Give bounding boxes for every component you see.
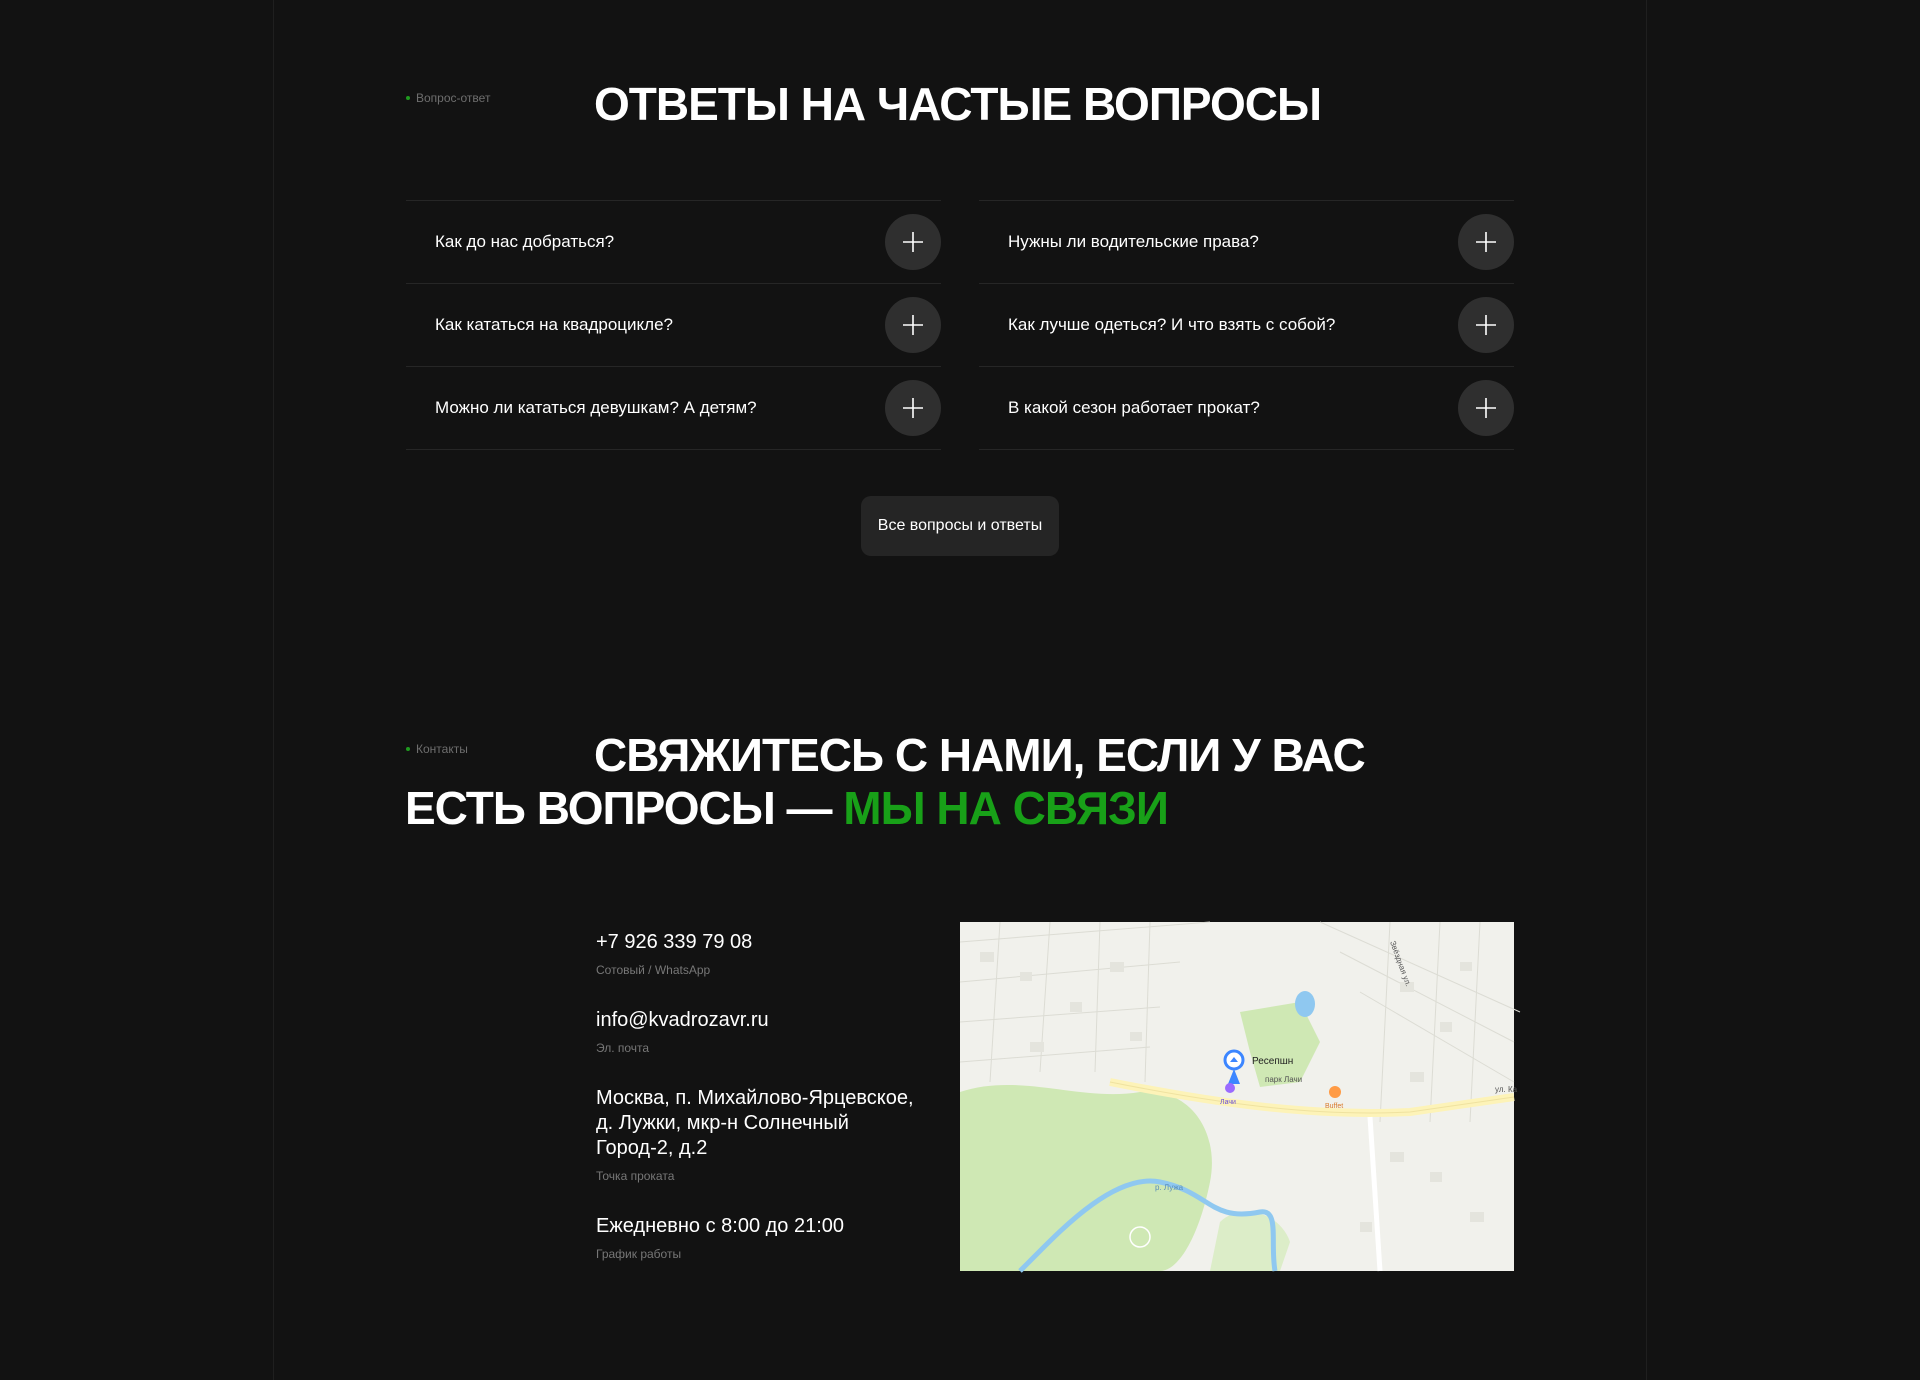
expand-button[interactable] <box>1458 380 1514 436</box>
grid-guide-left <box>273 0 274 1380</box>
faq-item[interactable] <box>406 367 941 450</box>
faq-item[interactable] <box>406 201 941 284</box>
faq-eyebrow <box>406 91 490 105</box>
faq-title: ОТВЕТЫ НА ЧАСТЫЕ ВОПРОСЫ <box>594 78 1322 130</box>
lachi-marker-icon <box>1225 1083 1235 1093</box>
contacts-eyebrow <box>406 742 468 756</box>
faq-list-right <box>979 200 1514 450</box>
contacts-title-line1: СВЯЖИТЕСЬ С НАМИ, ЕСЛИ У ВАС <box>594 729 1365 781</box>
hours-label: График работы <box>596 1247 682 1261</box>
faq-question: Как лучше одеться? И что взять с собой? <box>1008 315 1336 334</box>
faq-question: В какой сезон работает прокат? <box>1008 398 1260 417</box>
contacts-title-text: ЕСТЬ ВОПРОСЫ — <box>405 782 832 834</box>
eyebrow-dot-icon <box>406 96 410 100</box>
map-label-street: ул. Ка <box>1495 1085 1518 1094</box>
address-line: д. Лужки, мкр-н Солнечный <box>596 1112 849 1134</box>
faq-item[interactable] <box>979 201 1514 284</box>
contact-phone <box>596 930 752 977</box>
map-label-lachi: Лачи <box>1220 1099 1236 1106</box>
faq-question: Нужны ли водительские права? <box>1008 232 1259 251</box>
faq-question: Как до нас добраться? <box>435 232 615 251</box>
buffet-marker-icon <box>1329 1086 1341 1098</box>
expand-button[interactable] <box>1458 297 1514 353</box>
map-canvas <box>960 922 1518 1271</box>
plus-icon <box>1475 397 1497 419</box>
expand-button[interactable] <box>885 297 941 353</box>
faq-eyebrow-label: Вопрос-ответ <box>416 91 491 105</box>
expand-button[interactable] <box>1458 214 1514 270</box>
address-line: Город-2, д.2 <box>596 1137 708 1159</box>
faq-question: Можно ли кататься девушкам? А детям? <box>435 398 757 417</box>
address-line: Москва, п. Михайлово-Ярцевское, <box>596 1087 914 1109</box>
plus-icon <box>902 314 924 336</box>
contacts-title-accent: МЫ НА СВЯЗИ <box>843 782 1168 834</box>
map-label-reception: Ресепшн <box>1252 1056 1294 1067</box>
faq-item[interactable] <box>979 367 1514 450</box>
faq-list-left <box>406 200 941 450</box>
contacts-title-line2 <box>405 780 1168 836</box>
map-label-street-vertical: Звёздная ул. <box>1388 939 1413 988</box>
hours-value: Ежедневно с 8:00 до 21:00 <box>596 1215 845 1237</box>
map-label-buffet: Buffet <box>1325 1103 1344 1110</box>
eyebrow-dot-icon <box>406 747 410 751</box>
plus-icon <box>1475 314 1497 336</box>
faq-item[interactable] <box>406 284 941 367</box>
grid-guide-right <box>1646 0 1647 1380</box>
contact-email <box>596 1008 769 1055</box>
location-map[interactable] <box>960 922 1518 1271</box>
expand-button[interactable] <box>885 380 941 436</box>
phone-label: Сотовый / WhatsApp <box>596 963 711 977</box>
faq-question: Как кататься на квадроцикле? <box>435 315 673 334</box>
contact-hours <box>596 1214 844 1261</box>
faq-item[interactable] <box>979 284 1514 367</box>
plus-icon <box>902 231 924 253</box>
email-label: Эл. почта <box>596 1041 650 1055</box>
all-questions-button[interactable]: Все вопросы и ответы <box>861 496 1059 556</box>
email-link[interactable]: info@kvadrozavr.ru <box>596 1009 769 1031</box>
plus-icon <box>1475 231 1497 253</box>
contact-address <box>596 1086 914 1183</box>
address-label: Точка проката <box>596 1169 675 1183</box>
map-label-park: парк Лачи <box>1265 1075 1303 1084</box>
expand-button[interactable] <box>885 214 941 270</box>
phone-link[interactable]: +7 926 339 79 08 <box>596 931 753 953</box>
contacts-eyebrow-label: Контакты <box>416 742 468 756</box>
map-label-river: р. Лужа <box>1155 1183 1184 1192</box>
plus-icon <box>902 397 924 419</box>
